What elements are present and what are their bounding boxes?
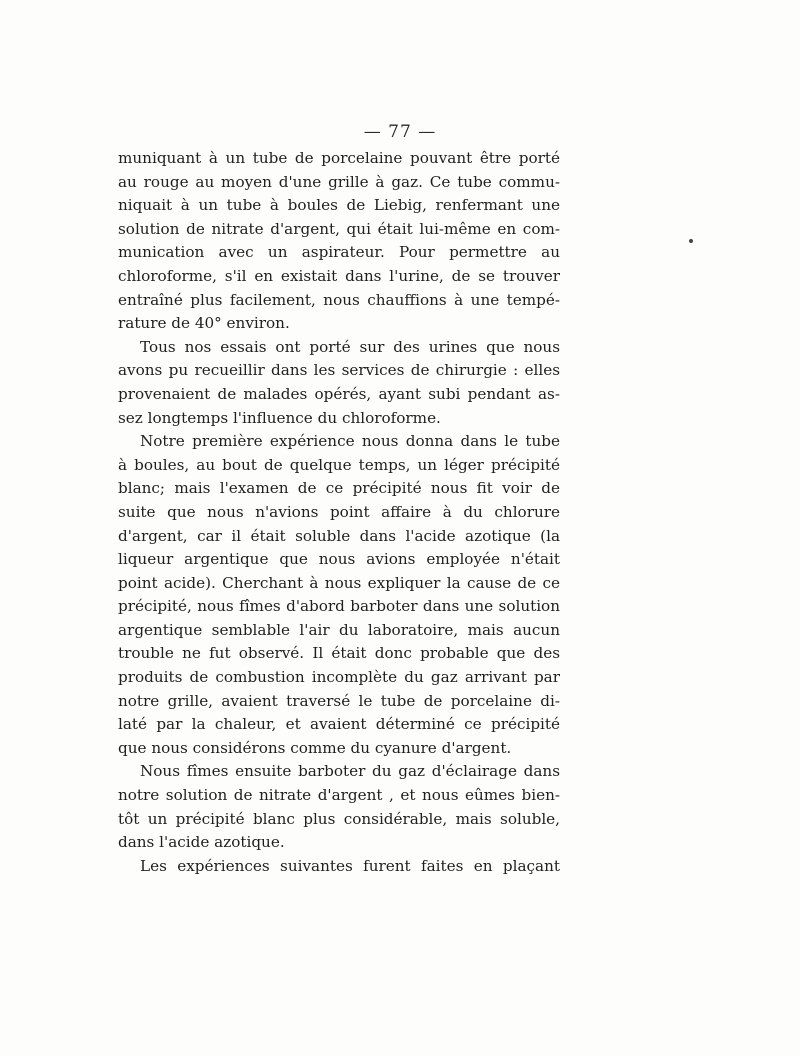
text-line: provenaient de malades opérés, ayant subi pendant as- [118, 384, 560, 403]
text-line: au rouge au moyen d'une grille à gaz. Ce tube commu- [118, 172, 560, 191]
text-line: muniquant à un tube de porcelaine pouvant être porté [118, 149, 560, 167]
text-line: précipité, nous fîmes d'abord barboter dans une solution [118, 597, 560, 616]
page-number: — 77 — [363, 122, 437, 142]
text-line: tôt un précipité blanc plus considérable, mais soluble, [118, 809, 560, 828]
text-line: d'argent, car il était soluble dans l'acide azotique (la [118, 526, 560, 545]
paragraph-2 [118, 336, 560, 430]
text-line: chloroforme, s'il en existait dans l'urine, de se trouver [118, 266, 560, 285]
text-line: point acide). Cherchant à nous expliquer la cause de ce [118, 573, 560, 592]
text-line: solution de nitrate d'argent, qui était lui-même en com- [118, 219, 560, 238]
body-text [118, 147, 560, 878]
text-line: notre grille, avaient traversé le tube de porcelaine di- [118, 691, 560, 710]
text-line: sez longtemps l'influence du chloroforme. [118, 408, 441, 427]
paragraph-3 [118, 430, 560, 760]
text-line: laté par la chaleur, et avaient déterminé ce précipité [118, 715, 560, 734]
text-line: munication avec un aspirateur. Pour permettre au [118, 243, 560, 262]
paragraph-1 [118, 147, 560, 336]
text-line: Les expériences suivantes furent faites en plaçant [140, 856, 560, 875]
text-line: produits de combustion incomplète du gaz arrivant par [118, 668, 560, 687]
ink-speck [689, 239, 693, 243]
text-line: Notre première expérience nous donna dans le tube [140, 432, 560, 451]
text-line: Nous fîmes ensuite barboter du gaz d'éclairage dans [140, 762, 560, 781]
text-line: liqueur argentique que nous avions employée n'était [118, 550, 560, 569]
text-line: niquait à un tube à boules de Liebig, renfermant une [118, 196, 560, 215]
text-line: à boules, au bout de quelque temps, un léger précipité [118, 455, 560, 474]
text-line: trouble ne fut observé. Il était donc probable que des [118, 644, 560, 663]
paragraph-5 [118, 855, 560, 879]
text-line: argentique semblable l'air du laboratoire, mais aucun [118, 620, 560, 639]
text-line: notre solution de nitrate d'argent , et nous eûmes bien- [118, 786, 560, 805]
text-line: dans l'acide azotique. [118, 833, 285, 852]
text-line: Tous nos essais ont porté sur des urines que nous [140, 337, 560, 356]
text-line: suite que nous n'avions point affaire à du chlorure [118, 502, 560, 521]
text-line: blanc; mais l'examen de ce précipité nous fit voir de [118, 479, 560, 498]
text-line: avons pu recueillir dans les services de chirurgie : elles [118, 361, 560, 380]
text-line: que nous considérons comme du cyanure d'argent. [118, 738, 512, 757]
text-line: entraîné plus facilement, nous chauffions à une tempé- [118, 290, 560, 309]
paragraph-4 [118, 760, 560, 854]
text-line: rature de 40° environ. [118, 314, 290, 333]
